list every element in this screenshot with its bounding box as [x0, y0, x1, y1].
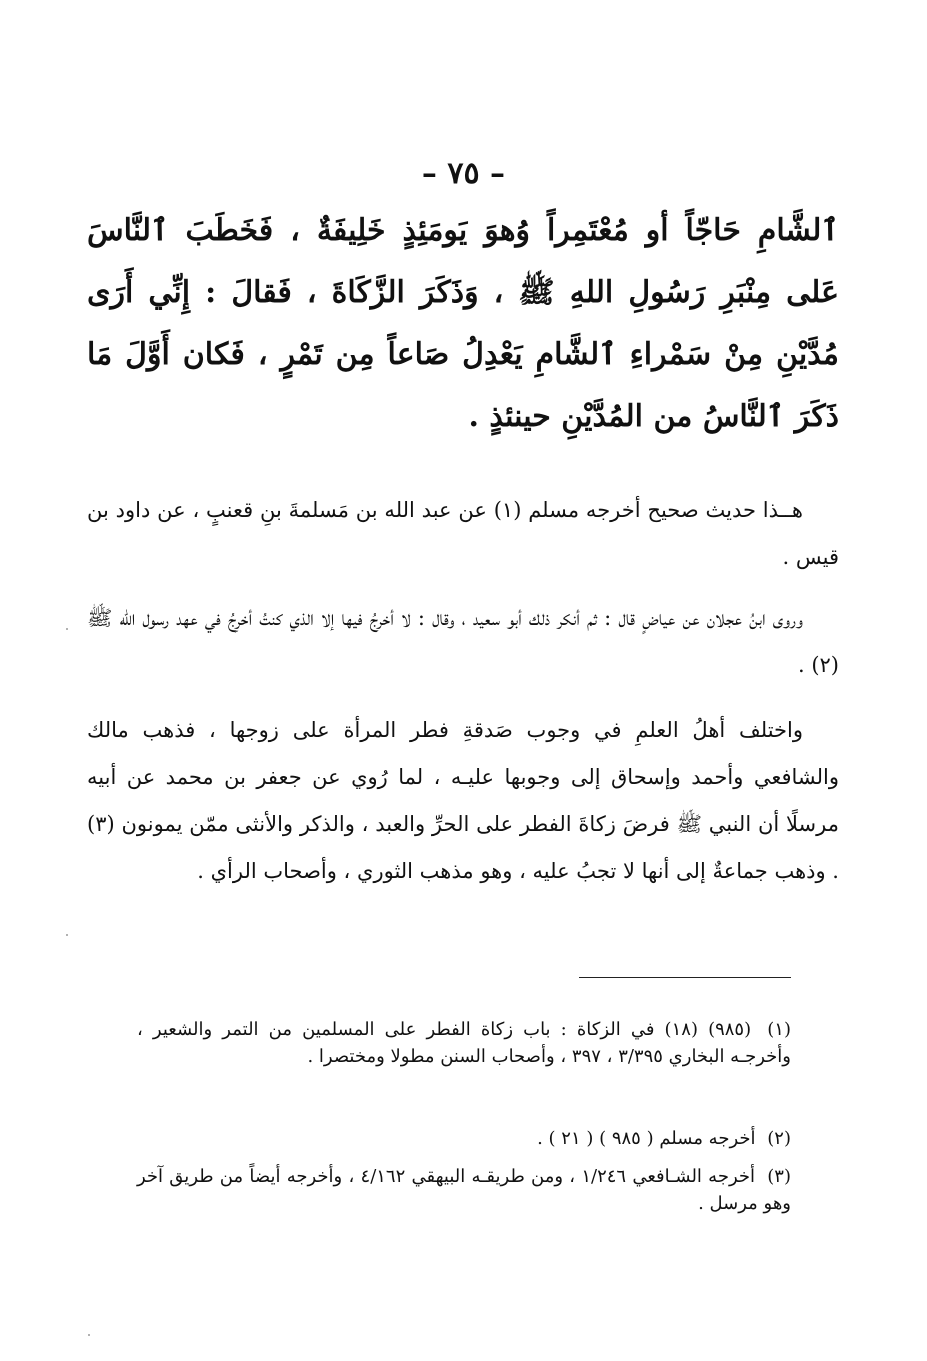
footnote-2-marker: (٢) [767, 1128, 791, 1149]
scan-speck [66, 934, 68, 936]
footnote-1-text: (٩٨٥) (١٨) في الزكاة : باب زكاة الفطر على المسلمين من التمر والشعير ، وأخرجـه البخاري ٣/٣٩٥ ، ٣٩٧ ، وأصحاب السنن مطولا ومختصرا . [137, 1019, 791, 1067]
commentary-paragraph-1: هــذا حديث صحيح أخرجه مسلم (١) عن عبد الله بن مَسلمةَ بنِ قعنبٍ ، عن داود بن قيس . [87, 498, 839, 569]
footnote-2-text: أخرجه مسلم ( ٩٨٥ ) ( ٢١ ) . [537, 1128, 756, 1149]
footnote-3 [137, 1163, 791, 1217]
scan-speck [66, 628, 68, 630]
scan-speck [88, 1334, 90, 1336]
footnote-3-text: أخرجه الشـافعي ١/٢٤٦ ، ومن طريقـه البيهقي ٤/١٦٢ ، وأخرجه أيضاً من طريق آخر وهو مرسل . [137, 1166, 791, 1214]
footnote-separator [579, 977, 791, 978]
footnote-1-marker: (١) [767, 1019, 791, 1040]
commentary-paragraph-3: واختلف أهلُ العلمِ في وجوب صَدقةِ فطر المرأة على زوجها ، فذهب مالك والشافعي وأحمد وإسحاق إلى وجوبها عليـه ، لما رُوي عن جعفر بن محمد عن أبيه مرسلًا أن النبي ﷺ فرضَ زكاةَ الفطر على الحرِّ والعبد ، والذكر والأنثى ممّن يمونون (٣) . وذهب جماعةٌ إلى أنها لا تجبُ عليه ، وهو مذهب الثوري ، وأصحاب الرأي . [87, 718, 839, 883]
page-number: – ٧٥ – [421, 156, 506, 191]
hadith-text: ٱلشَّامِ حَاجّاً أو مُعْتَمِراً وُهوَ يَومَئِذٍ خَلِيفَةٌ ، فَخَطَبَ ٱلنَّاسَ عَلى مِنْبَرِ رَسُولِ اللهِ ﷺ ، وَذَكَرَ الزَّكَاةَ ، فَقالَ : إِنِّي أَرَى مُدَّيْنِ مِنْ سَمْراءِ ٱلشَّامِ يَعْدِلُ صَاعاً مِن تَمْرٍ ، فَكان أَوَّلَ مَا ذَكَرَ ٱلنَّاسُ من المُدَّيْنِ حينئذٍ . [87, 213, 839, 434]
footnote-1 [137, 1016, 791, 1070]
footnote-3-marker: (٣) [767, 1166, 791, 1187]
footnote-2 [137, 1125, 791, 1152]
commentary-paragraph-2: وروى ابنُ عجلان عن عياضٍ قال : ثم أنكر ذلك أبو سعيد ، وقال : لا أخرجُ فيها إلا الذي كنتُ أخرِجُ في عهد رسول الله ﷺ (٢) . [87, 606, 839, 677]
